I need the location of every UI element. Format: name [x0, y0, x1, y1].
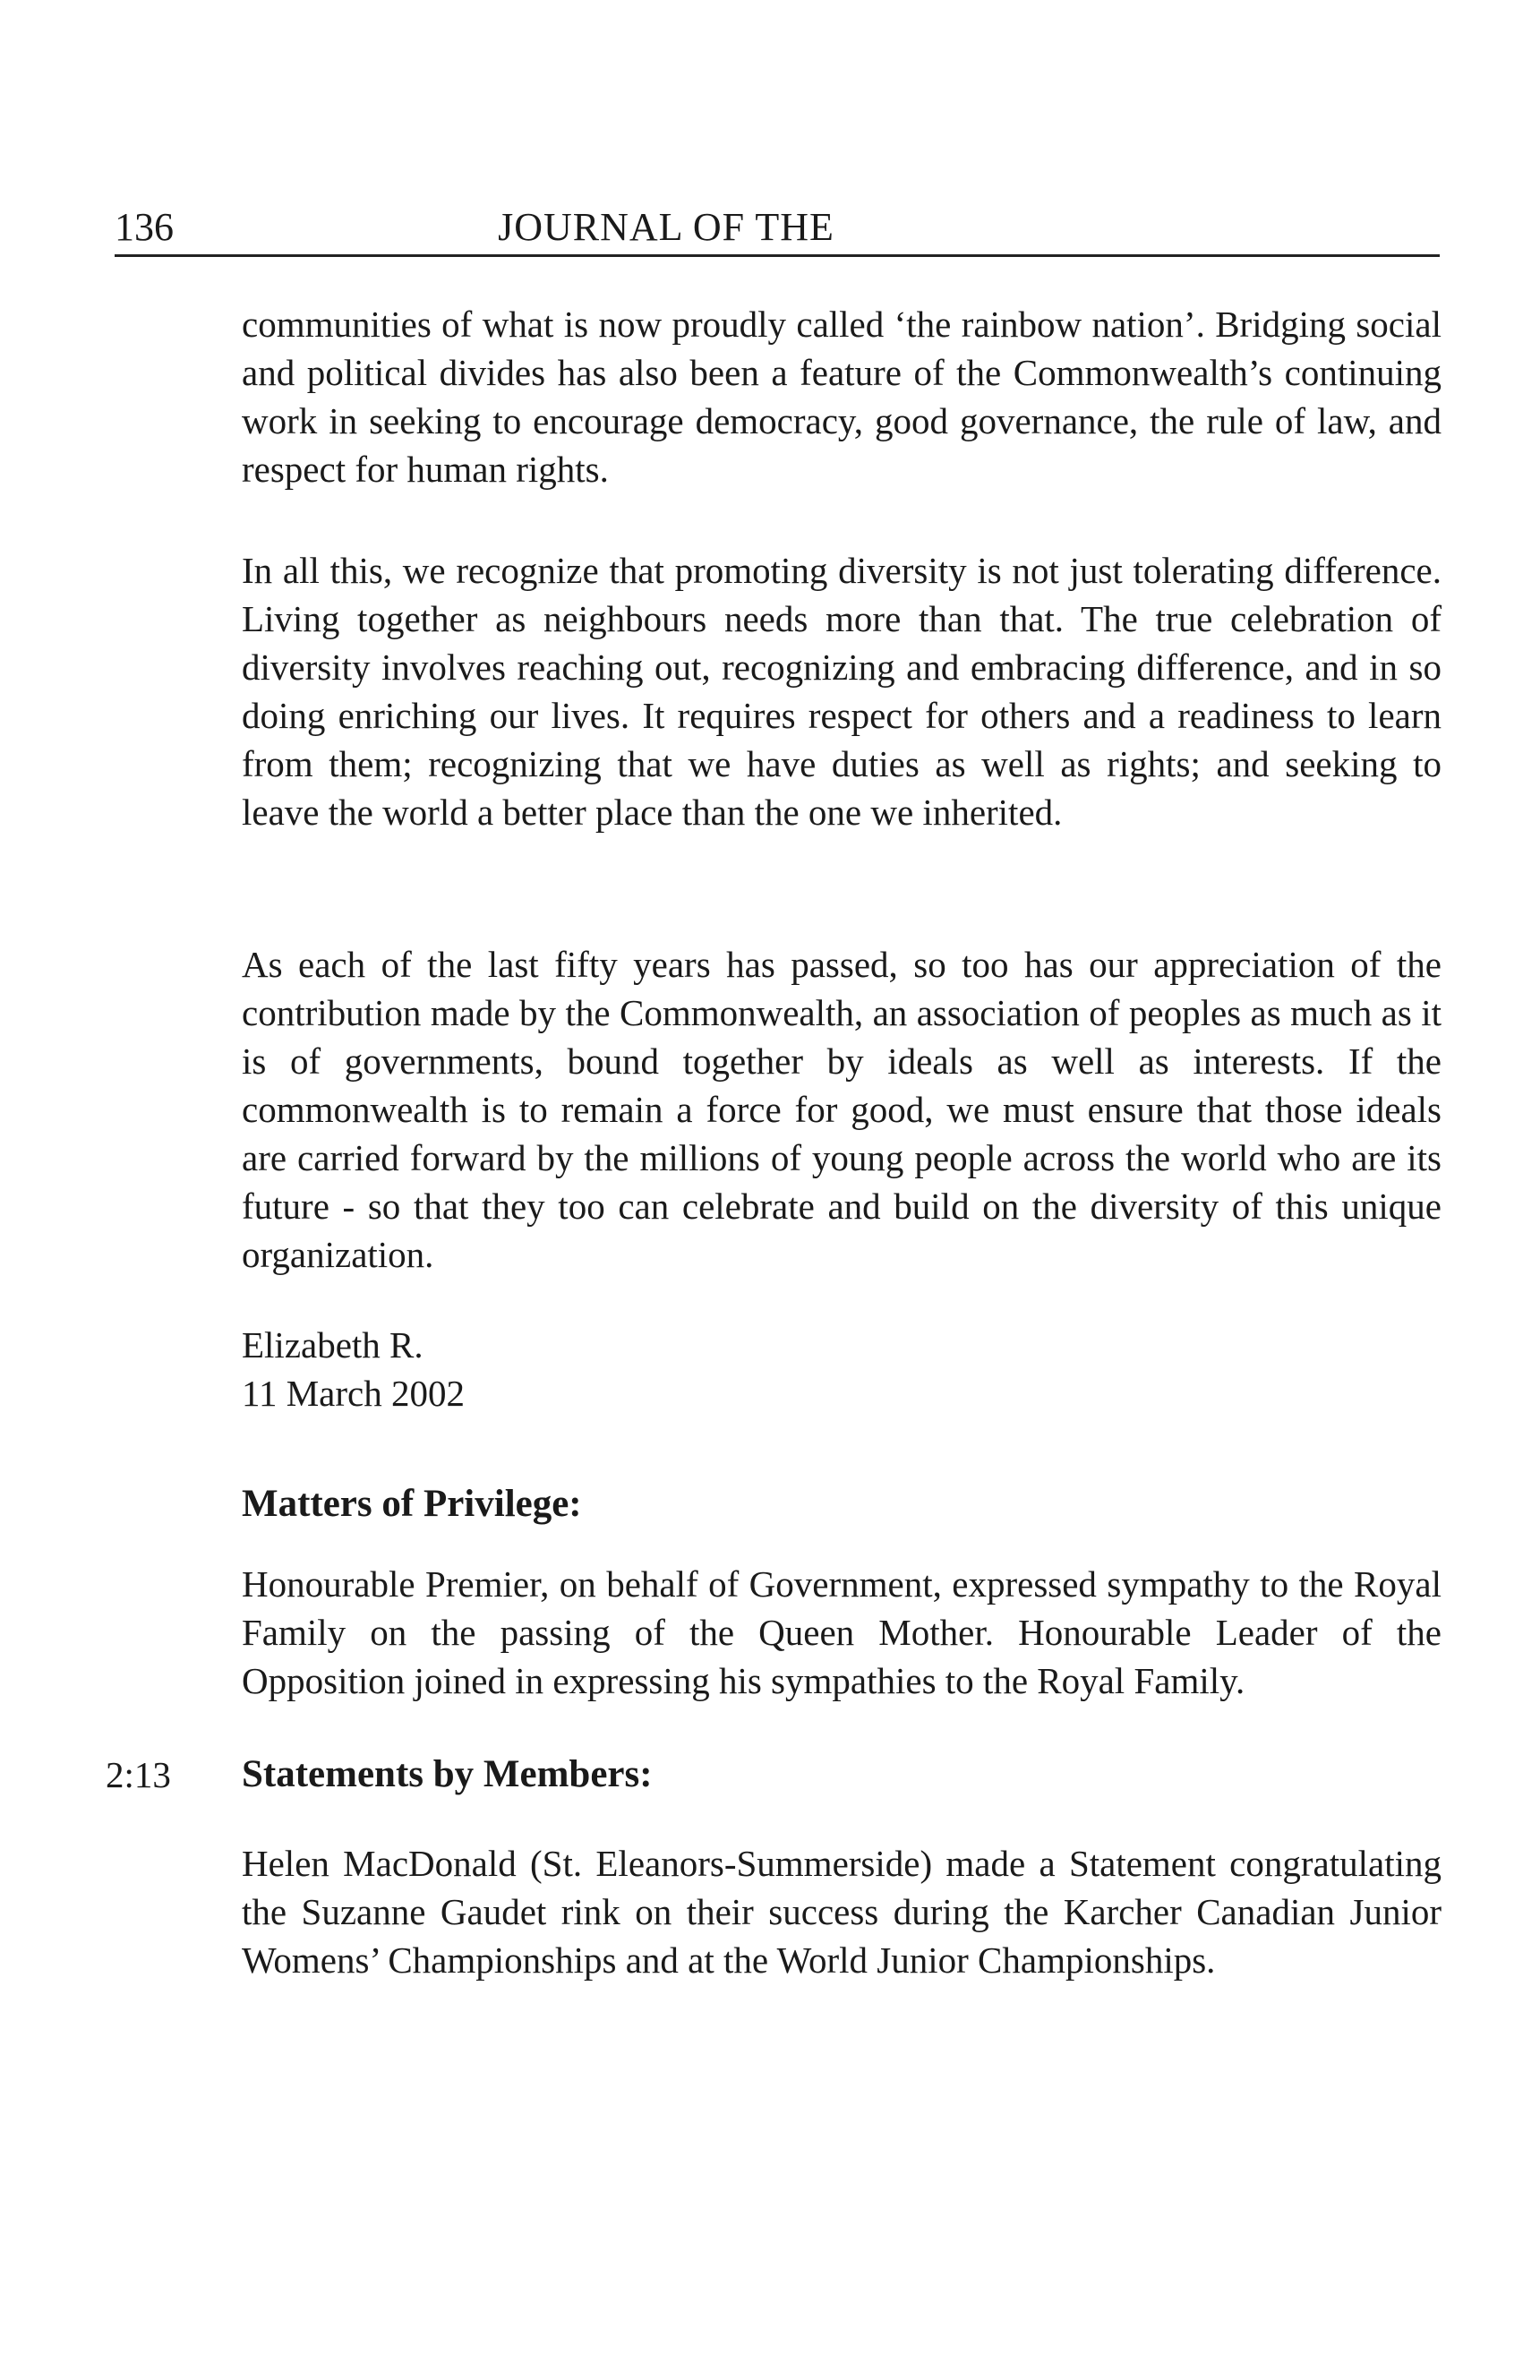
- signature-block: [242, 1321, 1442, 1417]
- running-head: JOURNAL OF THE: [498, 205, 834, 249]
- paragraph-text: Helen MacDonald (St. Eleanors-Summerside) made a Statement congratulating the Suzanne Gaudet rink on their success during the Karcher Canadian Junior Womens’ Championships and at the World Junior Championships.: [242, 1843, 1442, 1981]
- statements-paragraph: [242, 1839, 1442, 1984]
- body-paragraph: [242, 546, 1442, 836]
- header-rule: [115, 254, 1440, 257]
- page-number: 136: [115, 205, 174, 249]
- time-stamp: 2:13: [106, 1754, 171, 1795]
- body-paragraph: [242, 300, 1442, 493]
- signature-name: Elizabeth R.: [242, 1324, 424, 1366]
- paragraph-text: communities of what is now proudly called ‘the rainbow nation’. Bridging social and political divides has also been a feature of the Commonwealth’s continuing work in seeking to encourage democracy, good governance, the rule of law, and respect for human rights.: [242, 304, 1442, 490]
- privilege-paragraph: [242, 1560, 1442, 1705]
- paragraph-text: As each of the last fifty years has passed, so too has our appreciation of the contribution made by the Commonwealth, an association of peoples as much as it is of governments, bound together by ideals as well as interests. If the commonwealth is to remain a force for good, we must ensure that those ideals are carried forward by the millions of young people across the world who are its future - so that they too can celebrate and build on the diversity of this unique organization.: [242, 944, 1442, 1275]
- section-heading-privilege: Matters of Privilege:: [242, 1483, 582, 1525]
- body-paragraph: [242, 940, 1442, 1279]
- section-heading-statements: Statements by Members:: [242, 1753, 653, 1795]
- paragraph-text: In all this, we recognize that promoting diversity is not just tolerating difference. Living together as neighbours needs more than that. The true celebration of diversity involves reaching out, recognizing and embracing difference, and in so doing enriching our lives. It requires respect for others and a readiness to learn from them; recognizing that we have duties as well as rights; and seeking to leave the world a better place than the one we inherited.: [242, 550, 1442, 833]
- signature-date: 11 March 2002: [242, 1373, 465, 1414]
- page-header: [115, 202, 1440, 253]
- paragraph-text: Honourable Premier, on behalf of Government, expressed sympathy to the Royal Family on the passing of the Queen Mother. Honourable Leader of the Opposition joined in expressing his sympathies to the Royal Family.: [242, 1563, 1442, 1701]
